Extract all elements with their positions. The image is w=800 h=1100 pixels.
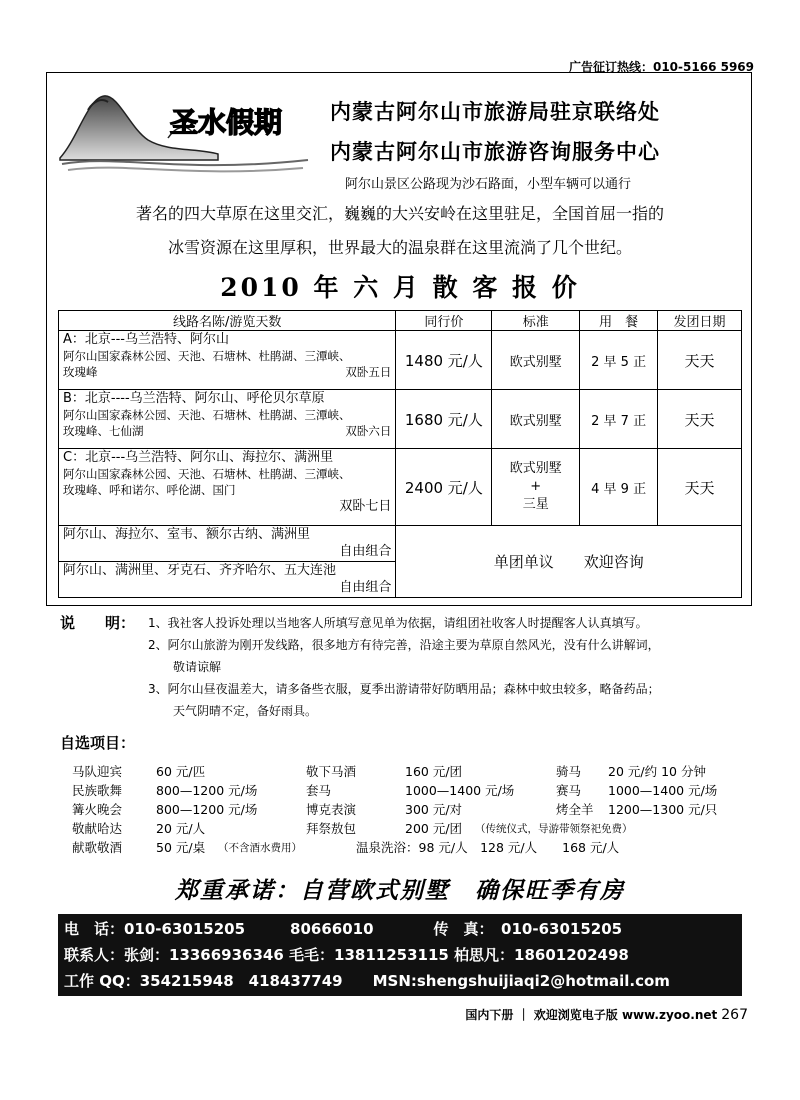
single-group-note: 单团单议 欢迎咨询 [396, 526, 742, 598]
route-spots: 阿尔山国家森林公园、天池、石塘林、杜鹃湖、三潭峡、 [63, 349, 351, 363]
ad-hotline: 广告征订热线：010-5166 5969 [568, 60, 754, 74]
option-name: 赛马 [556, 783, 582, 798]
col-header-meals: 用 餐 [580, 311, 658, 331]
note-item: 敬请谅解 [173, 660, 222, 674]
option-price: 1200—1300 元/只 [608, 802, 718, 817]
route-spots [63, 423, 391, 439]
option-hot-spring: 温泉洗浴：98 元/人 128 元/人 168 元/人 [356, 840, 620, 855]
option-note: （不含酒水费用） [218, 842, 302, 854]
brand-logo [58, 88, 316, 176]
contact-online-line: 工作 QQ：354215948 418437749 MSN:shengshuijiaqi2@hotmail.com [64, 972, 670, 990]
route-dates: 天天 [658, 331, 742, 390]
free-combo-cell [59, 526, 396, 562]
route-dates: 天天 [658, 390, 742, 449]
route-title: A：北京---乌兰浩特、阿尔山 [63, 332, 229, 347]
route-days: 双卧五日 [345, 365, 392, 379]
route-spots: 阿尔山国家森林公园、天池、石塘林、杜鹃湖、三潭峡、 [63, 408, 351, 422]
option-price: 50 元/桌 [156, 840, 206, 855]
option-price: 300 元/对 [405, 802, 463, 817]
route-cell [59, 449, 396, 526]
option-name: 敬下马酒 [306, 764, 357, 779]
option-name: 博克表演 [306, 802, 357, 817]
route-price: 2400 元/人 [396, 449, 492, 526]
option-price: 800—1200 元/场 [156, 802, 258, 817]
route-title: B：北京----乌兰浩特、阿尔山、呼伦贝尔草原 [63, 391, 325, 406]
route-days: 双卧六日 [345, 424, 392, 438]
note-item: 2、阿尔山旅游为刚开发线路，很多地方有待完善，沿途主要为草原自然风光，没有什么讲解词， [148, 638, 660, 652]
option-name: 骑马 [556, 764, 582, 779]
intro-line-1: 著名的四大草原在这里交汇，巍巍的大兴安岭在这里驻足，全国首屈一指的 [135, 204, 664, 223]
route-standard: 欧式别墅 [492, 390, 580, 449]
standard-line: + [530, 479, 542, 494]
route-meals: 2 早 7 正 [580, 390, 658, 449]
route-standard: 欧式别墅 [492, 331, 580, 390]
note-item: 1、我社客人投诉处理以当地客人所填写意见单为依据，请组团社收客人时提醒客人认真填写。 [148, 616, 648, 630]
col-header-route: 线路名陈/游览天数 [59, 311, 396, 331]
col-header-standard: 标准 [492, 311, 580, 331]
option-note: （传统仪式，导游带领祭祀免费） [475, 823, 633, 835]
route-spots: 玫瑰峰、呼和诺尔、呼伦湖、国门 [63, 483, 236, 497]
route-standard [492, 449, 580, 526]
option-price: 800—1200 元/场 [156, 783, 258, 798]
free-combo-cell [59, 562, 396, 598]
option-name: 篝火晚会 [72, 802, 123, 817]
route-title: C：北京---乌兰浩特、阿尔山、海拉尔、满洲里 [63, 450, 334, 465]
route-spots: 玫瑰峰 [63, 365, 98, 379]
free-combo-label: 自由组合 [339, 544, 392, 559]
option-name: 烤全羊 [556, 802, 594, 817]
option-price: 60 元/匹 [156, 764, 206, 779]
org-title-2: 内蒙古阿尔山市旅游咨询服务中心 [330, 139, 660, 164]
route-dates: 天天 [658, 449, 742, 526]
route-spots: 阿尔山国家森林公园、天池、石塘林、杜鹃湖、三潭峡、 [63, 467, 351, 481]
page-number: 267 [721, 1007, 748, 1023]
option-price: 1000—1400 元/场 [608, 783, 718, 798]
table-row [59, 526, 742, 562]
free-combo-label: 自由组合 [339, 580, 392, 595]
mountain-logo-icon [58, 88, 316, 176]
col-header-dates: 发团日期 [658, 311, 742, 331]
route-cell [59, 390, 396, 449]
notes-label: 说 明： [60, 614, 136, 632]
contact-bar [58, 914, 742, 996]
optional-heading: 自选项目： [60, 734, 136, 752]
option-name: 献歌敬酒 [72, 840, 123, 855]
promise-banner: 郑重承诺：自营欧式别墅 确保旺季有房 [175, 877, 625, 904]
option-price: 20 元/人 [156, 821, 206, 836]
table-header-row [59, 311, 742, 331]
option-name: 马队迎宾 [72, 764, 123, 779]
route-cell [59, 331, 396, 390]
page-footer [465, 1006, 748, 1023]
route-spots: 玫瑰峰、七仙湖 [63, 424, 144, 438]
route-price: 1480 元/人 [396, 331, 492, 390]
contact-people-line: 联系人：张剑：13366936346 毛毛：13811253115 柏思凡：18601202498 [64, 946, 629, 964]
note-item: 3、阿尔山昼夜温差大，请多备些衣服，夏季出游请带好防晒用品；森林中蚊虫较多，略备药品； [148, 682, 660, 696]
quote-title: 2010 年 六 月 散 客 报 价 [220, 273, 580, 302]
free-combo-route: 阿尔山、满洲里、牙克石、齐齐哈尔、五大连池 [63, 563, 337, 578]
route-days: 双卧七日 [339, 499, 392, 514]
route-meals: 2 早 5 正 [580, 331, 658, 390]
option-price: 160 元/团 [405, 764, 463, 779]
table-row [59, 390, 742, 449]
table-row [59, 449, 742, 526]
col-header-price: 同行价 [396, 311, 492, 331]
option-price: 20 元/约 10 分钟 [608, 764, 706, 779]
org-title-1: 内蒙古阿尔山市旅游局驻京联络处 [330, 99, 660, 124]
option-name: 敬献哈达 [72, 821, 123, 836]
route-spots [63, 364, 391, 380]
note-item: 天气阴晴不定，备好雨具。 [173, 704, 318, 718]
logo-brand-text: 圣水假期 [170, 106, 283, 139]
table-row [59, 331, 742, 390]
notes-list [148, 612, 748, 722]
footer-text: 国内下册 ｜ 欢迎浏览电子版 www.zyoo.net [465, 1008, 718, 1022]
free-combo-route: 阿尔山、海拉尔、室韦、额尔古纳、满洲里 [63, 527, 311, 542]
option-name: 拜祭敖包 [306, 821, 357, 836]
intro-line-2: 冰雪资源在这里厚积，世界最大的温泉群在这里流淌了几个世纪。 [167, 238, 632, 257]
option-name: 民族歌舞 [72, 783, 123, 798]
standard-line: 三星 [522, 497, 549, 512]
road-note: 阿尔山景区公路现为沙石路面，小型车辆可以通行 [345, 177, 632, 192]
option-price: 200 元/团 [405, 821, 463, 836]
price-table [58, 310, 742, 598]
route-price: 1680 元/人 [396, 390, 492, 449]
contact-phone-line: 电 话：010-63015205 80666010 传 真： 010-63015205 [64, 920, 623, 938]
route-meals: 4 早 9 正 [580, 449, 658, 526]
option-name: 套马 [306, 783, 332, 798]
option-price: 1000—1400 元/场 [405, 783, 515, 798]
standard-line: 欧式别墅 [509, 461, 562, 476]
